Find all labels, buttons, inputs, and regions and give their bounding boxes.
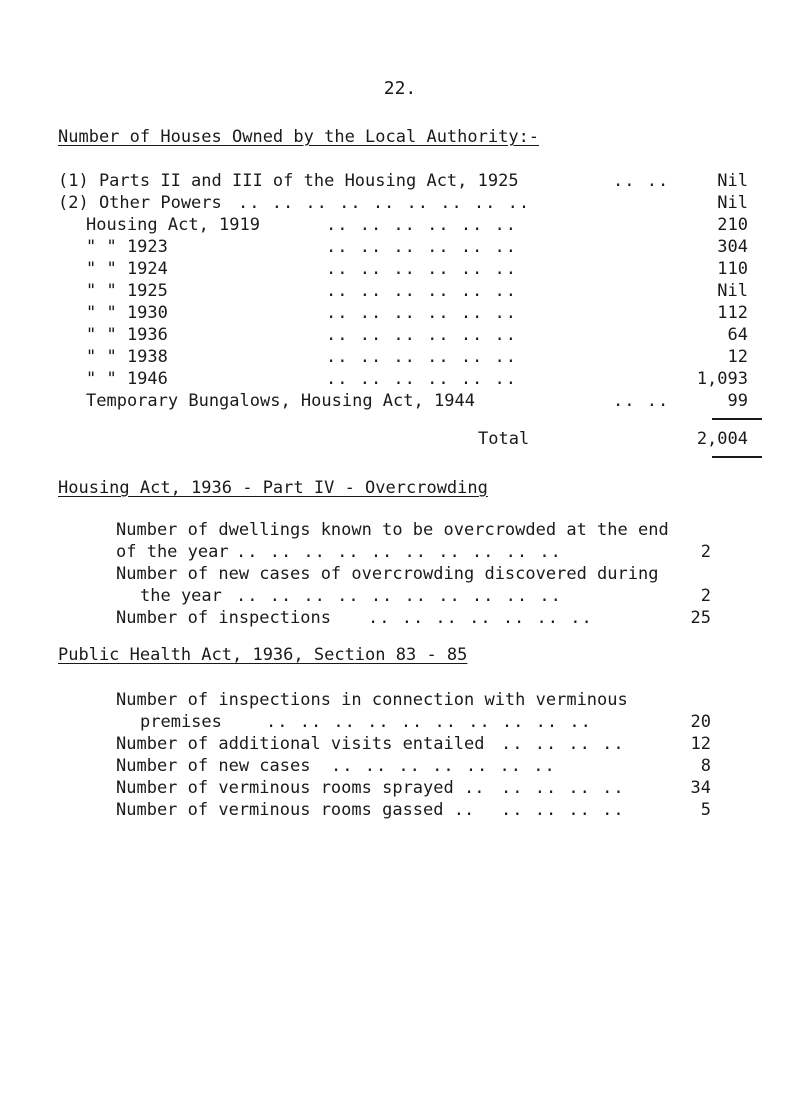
leader-dots: .. .. .. .. .. .. .. .. ..	[238, 193, 531, 213]
page-number: 22.	[383, 78, 417, 99]
total-value: 2,004	[696, 429, 748, 449]
item-value: 2	[700, 586, 711, 606]
list-item-value-row	[116, 541, 756, 563]
item-value: 12	[690, 734, 711, 754]
item-line1: Number of inspections in connection with verminous	[116, 690, 628, 710]
table-row	[58, 170, 758, 192]
leader-dots: .. .. .. .. .. ..	[326, 259, 517, 279]
list-item	[116, 755, 756, 777]
leader-dots: .. .. .. .. .. ..	[326, 237, 517, 257]
item-value: 2	[700, 542, 711, 562]
item-line1: Number of new cases of overcrowding discovered during	[116, 564, 659, 584]
list-item	[116, 607, 756, 629]
row-label: " " 1930	[86, 303, 168, 323]
row-value: 304	[717, 237, 748, 257]
row-value: 64	[727, 325, 748, 345]
leader-dots: .. .. .. .. .. .. .. .. .. ..	[236, 542, 562, 562]
item-line1: Number of additional visits entailed	[116, 734, 485, 754]
leader-dots: .. .. .. .. .. ..	[326, 303, 517, 323]
leader-dots: .. .. .. .. .. ..	[326, 325, 517, 345]
public-health-heading: Public Health Act, 1936, Section 83 - 85	[58, 645, 468, 665]
table-row	[58, 390, 758, 412]
row-label: " " 1925	[86, 281, 168, 301]
item-line1: Number of dwellings known to be overcrowded at the end	[116, 520, 669, 540]
row-value: 110	[717, 259, 748, 279]
row-value: 1,093	[696, 369, 748, 389]
row-label: " " 1936	[86, 325, 168, 345]
leader-dots: .. .. .. .. .. .. ..	[368, 608, 593, 628]
row-label: (2) Other Powers	[58, 193, 222, 213]
row-label: Temporary Bungalows, Housing Act, 1944	[86, 391, 475, 411]
leader-dots: .. .. .. .. .. .. .. .. .. ..	[266, 712, 592, 732]
table-row	[86, 302, 758, 324]
item-line1: Number of verminous rooms sprayed ..	[116, 778, 485, 798]
row-label: " " 1923	[86, 237, 168, 257]
table-row	[86, 214, 758, 236]
table-row	[86, 346, 758, 368]
row-label: " " 1924	[86, 259, 168, 279]
item-value: 25	[690, 608, 711, 628]
leader-dots: .. .. .. .. .. ..	[326, 369, 517, 389]
list-item	[116, 733, 756, 755]
row-value: 112	[717, 303, 748, 323]
list-item-value-row	[116, 711, 756, 733]
row-value: 12	[727, 347, 748, 367]
list-item-value-row	[116, 585, 756, 607]
item-value: 20	[690, 712, 711, 732]
row-value: Nil	[717, 193, 748, 213]
item-line1: Number of inspections	[116, 608, 331, 628]
leader-dots: .. ..	[613, 171, 670, 191]
leader-dots: .. .. .. ..	[501, 778, 625, 798]
table-row	[86, 324, 758, 346]
table-row	[86, 368, 758, 390]
row-label: (1) Parts II and III of the Housing Act, 1925	[58, 171, 519, 191]
item-line2: the year	[140, 586, 222, 606]
leader-dots: .. .. .. .. .. ..	[326, 347, 517, 367]
item-value: 5	[700, 800, 711, 820]
item-line2: of the year	[116, 542, 229, 562]
table-row	[86, 258, 758, 280]
total-label: Total	[478, 429, 530, 449]
leader-dots: .. .. .. .. .. .. ..	[331, 756, 556, 776]
table-row	[86, 236, 758, 258]
list-item	[116, 799, 756, 821]
row-value: Nil	[717, 281, 748, 301]
houses-owned-heading: Number of Houses Owned by the Local Authority:-	[58, 127, 540, 147]
row-value: Nil	[717, 171, 748, 191]
row-label: Housing Act, 1919	[86, 215, 260, 235]
item-value: 8	[700, 756, 711, 776]
total-row	[58, 428, 758, 450]
list-item	[116, 777, 756, 799]
leader-dots: .. .. .. .. .. .. .. .. .. ..	[236, 586, 562, 606]
leader-dots: .. .. .. .. .. ..	[326, 281, 517, 301]
leader-dots: .. ..	[613, 391, 670, 411]
item-line2: premises	[140, 712, 222, 732]
overcrowding-heading: Housing Act, 1936 - Part IV - Overcrowding	[58, 478, 488, 498]
row-value: 99	[727, 391, 748, 411]
row-value: 210	[717, 215, 748, 235]
table-row	[58, 192, 758, 214]
leader-dots: .. .. .. .. .. ..	[326, 215, 517, 235]
list-item	[116, 519, 669, 541]
row-label: " " 1946	[86, 369, 168, 389]
list-item	[116, 689, 628, 711]
item-line1: Number of new cases	[116, 756, 311, 776]
item-line1: Number of verminous rooms gassed ..	[116, 800, 475, 820]
total-rule-top	[712, 418, 762, 420]
list-item	[116, 563, 658, 585]
leader-dots: .. .. .. ..	[501, 734, 625, 754]
item-value: 34	[690, 778, 711, 798]
table-row	[86, 280, 758, 302]
row-label: " " 1938	[86, 347, 168, 367]
leader-dots: .. .. .. ..	[501, 800, 625, 820]
total-rule-bottom	[712, 456, 762, 458]
